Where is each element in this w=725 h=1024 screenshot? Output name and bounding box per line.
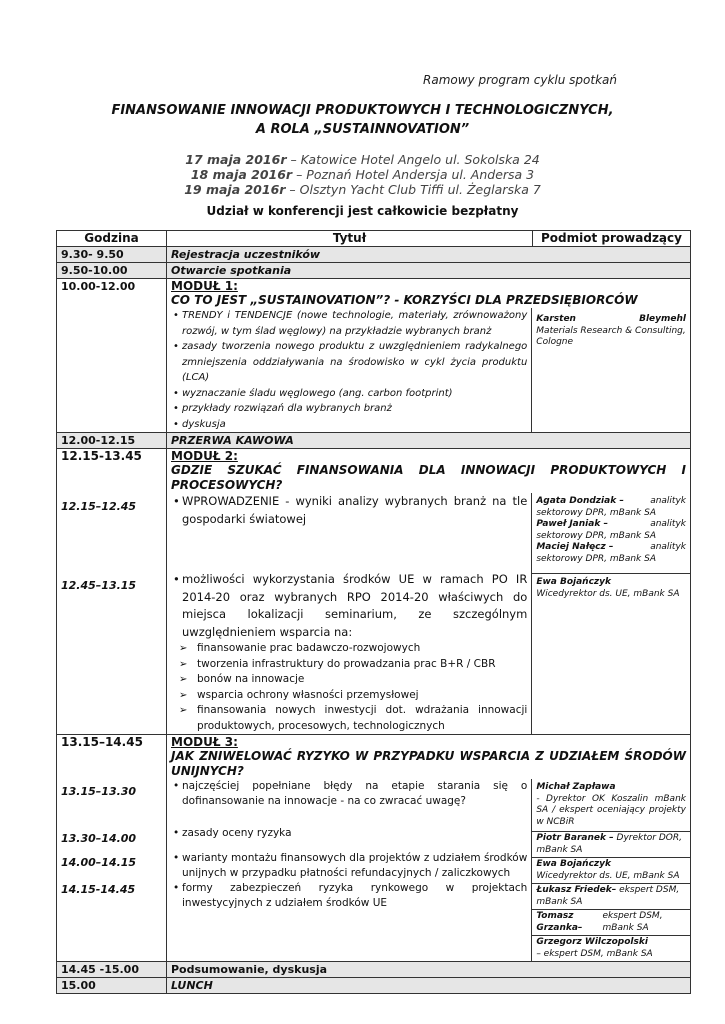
presenter-role: analityk bbox=[650, 519, 686, 529]
table-row-module-1 bbox=[57, 279, 691, 433]
module-title: GDZIE SZUKAĆ FINANSOWANIA DLA INNOWACJI PRODUKTOWYCH I PROCESOWYCH? bbox=[171, 463, 686, 492]
table-row bbox=[57, 978, 691, 994]
table-row bbox=[57, 263, 691, 279]
presenter-org: sektorowy DPR, mBank SA bbox=[536, 507, 656, 518]
sub-time: 12.15–12.45 bbox=[61, 500, 137, 513]
row-time: 14.45 -15.00 bbox=[57, 962, 167, 978]
presenter-org: sektorowy DPR, mBank SA bbox=[536, 553, 656, 564]
presenter-name: Karsten bbox=[536, 314, 576, 324]
list-item: • TRENDY i TENDENCJE (nowe technologie, materiały, zrównoważony rozwój, w tym ślad węglowy) na przykładzie wybranych branż bbox=[182, 308, 527, 339]
row-title: Otwarcie spotkania bbox=[167, 263, 691, 279]
presenter-org: Materials Research & Consulting, Cologne bbox=[536, 325, 686, 347]
document-title bbox=[0, 101, 725, 139]
presenter-role: analityk bbox=[650, 542, 686, 552]
module-1-topics bbox=[171, 308, 527, 432]
date-line: 17 maja 2016r – Katowice Hotel Angelo ul. Sokolska 24 bbox=[185, 152, 540, 167]
row-time: 10.00-12.00 bbox=[57, 279, 167, 433]
list-item: ➢ tworzenia infrastruktury do prowadzania prac B+R / CBR bbox=[197, 657, 527, 673]
table-row bbox=[57, 247, 691, 263]
table-row-module-3 bbox=[57, 735, 691, 962]
presenter-name: Grzegorz Wilczopolski bbox=[536, 937, 648, 947]
module-2-eu-funds bbox=[171, 571, 527, 641]
list-item: • wyznaczanie śladu węglowego (ang. carbon footprint) bbox=[182, 386, 527, 402]
list-item: • zasady oceny ryzyka bbox=[182, 826, 527, 841]
sub-time: 12.45–13.15 bbox=[61, 579, 137, 592]
sub-time: 14.00–14.15 bbox=[61, 856, 137, 869]
module-3-topics bbox=[171, 779, 527, 911]
table-row-module-2 bbox=[57, 449, 691, 735]
module-title: JAK ZNIWELOWAĆ RYZYKO W PRZYPADKU WSPARCIA Z UDZIAŁEM ŚRODÓW UNIJNYCH? bbox=[171, 749, 686, 778]
column-header-time: Godzina bbox=[57, 231, 167, 247]
date-line: 19 maja 2016r – Olsztyn Yacht Club Tiffi ul. Żeglarska 7 bbox=[184, 182, 541, 197]
list-item: • dyskusja bbox=[182, 417, 527, 433]
presenter-org: sektorowy DPR, mBank SA bbox=[536, 530, 656, 541]
module-2-support-areas bbox=[171, 641, 527, 734]
event-dates bbox=[0, 152, 725, 197]
row-time: 12.15-13.45 bbox=[61, 449, 142, 463]
module-title: CO TO JEST „SUSTAINOVATION”? - KORZYŚCI DLA PRZEDSIĘBIORCÓW bbox=[171, 293, 638, 307]
presenter-name: Łukasz Friedek– bbox=[536, 885, 617, 895]
module-label: MODUŁ 1: bbox=[171, 279, 238, 293]
row-title: Rejestracja uczestników bbox=[167, 247, 691, 263]
list-item: ➢ bonów na innowacje bbox=[197, 672, 527, 688]
title-line-2: A ROLA „SUSTAINNOVATION” bbox=[255, 122, 470, 137]
row-time: 13.15–14.45 bbox=[61, 735, 143, 749]
row-title: PRZERWA KAWOWA bbox=[167, 433, 691, 449]
list-item: • możliwości wykorzystania środków UE w ramach PO IR 2014-20 oraz wybranych RPO 2014-20 właściwych do miejsca lokalizacji seminarium, ze szczególnym uwzględnieniem wsparcia na: bbox=[182, 571, 527, 641]
presenter-name: Agata Dondziak – bbox=[536, 496, 624, 506]
table-row bbox=[57, 433, 691, 449]
list-item: ➢ finansowania nowych inwestycji dot. wdrażania innowacji produktowych, procesowych, technologicznych bbox=[197, 703, 527, 734]
presenter-org: Wicedyrektor ds. UE, mBank SA bbox=[536, 588, 680, 599]
row-time: 15.00 bbox=[57, 978, 167, 994]
module-2-intro bbox=[171, 493, 527, 528]
list-item: • najczęściej popełniane błędy na etapie starania się o dofinansowanie na innowacje - na co zwracać uwagę? bbox=[182, 779, 527, 809]
presenter-cell bbox=[532, 493, 690, 734]
sub-time: 14.15-14.45 bbox=[61, 883, 136, 896]
presenter-surname: Bleymehl bbox=[639, 314, 686, 324]
row-time: 9.30- 9.50 bbox=[57, 247, 167, 263]
agenda-table bbox=[56, 230, 691, 994]
free-participation-note: Udział w konferencji jest całkowicie bezpłatny bbox=[206, 204, 519, 218]
title-line-1: FINANSOWANIE INNOWACJI PRODUKTOWYCH I TECHNOLOGICZNYCH, bbox=[111, 103, 614, 118]
module-label: MODUŁ 3: bbox=[171, 735, 238, 749]
sub-time: 13.30–14.00 bbox=[61, 832, 137, 845]
presenter-role: Wicedyrektor ds. UE, mBank SA bbox=[536, 870, 680, 881]
list-item: • przykłady rozwiązań dla wybranych branż bbox=[182, 401, 527, 417]
presenter-name: Ewa Bojańczyk bbox=[536, 577, 612, 587]
presenter-name: Michał Zapława bbox=[536, 782, 616, 792]
list-item: ➢ finansowanie prac badawczo-rozwojowych bbox=[197, 641, 527, 657]
module-3-time-cell bbox=[57, 735, 167, 962]
presenter-role: – ekspert DSM, mBank SA bbox=[536, 948, 653, 959]
presenter-name: Tomasz Grzanka– bbox=[536, 911, 583, 933]
row-time: 9.50-10.00 bbox=[57, 263, 167, 279]
presenter-role: Dyrektor DOR, mBank SA bbox=[536, 833, 682, 855]
column-header-presenter: Podmiot prowadzący bbox=[533, 231, 691, 247]
list-item: • warianty montażu finansowych dla projektów z udziałem środków unijnych w przypadku płatności refundacyjnych / zaliczkowych bbox=[182, 851, 527, 881]
row-title: LUNCH bbox=[167, 978, 691, 994]
list-item: ➢ wsparcia ochrony własności przemysłowej bbox=[197, 688, 527, 704]
column-header-title: Tytuł bbox=[167, 231, 533, 247]
presenter-name: Maciej Nałęcz – bbox=[536, 542, 614, 552]
presenter-role: analityk bbox=[650, 496, 686, 506]
row-time: 12.00-12.15 bbox=[57, 433, 167, 449]
presenter-cell bbox=[532, 779, 690, 961]
list-item: • zasady tworzenia nowego produktu z uwzględnieniem radykalnego zmniejszenia oddziaływania na środowisko w cykl życia produktu (LCA) bbox=[182, 339, 527, 386]
module-2-time-cell bbox=[57, 449, 167, 735]
presenter-role: ekspert DSM, mBank SA bbox=[536, 885, 680, 907]
list-item: • WPROWADZENIE - wyniki analizy wybranych branż na tle gospodarki światowej bbox=[182, 493, 527, 528]
sub-time: 13.15–13.30 bbox=[61, 785, 137, 798]
presenter-cell bbox=[532, 308, 690, 432]
date-line: 18 maja 2016r – Poznań Hotel Andersja ul. Andersa 3 bbox=[190, 167, 535, 182]
row-title: Podsumowanie, dyskusja bbox=[167, 962, 691, 978]
presenter-name: Ewa Bojańczyk bbox=[536, 859, 612, 869]
table-header-row bbox=[57, 231, 691, 247]
presenter-role: ekspert DSM, mBank SA bbox=[602, 911, 663, 933]
list-item: • formy zabezpieczeń ryzyka rynkowego w projektach inwestycyjnych z udziałem środków UE bbox=[182, 881, 527, 911]
table-row bbox=[57, 962, 691, 978]
presenter-name: Piotr Baranek – bbox=[536, 833, 614, 843]
document-subtitle: Ramowy program cyklu spotkań bbox=[423, 73, 617, 87]
presenter-name: Paweł Janiak – bbox=[536, 519, 608, 529]
module-label: MODUŁ 2: bbox=[171, 449, 238, 463]
presenter-role: - Dyrektor OK Koszalin mBank SA / ekspert oceniający projekty w NCBiR bbox=[536, 793, 686, 827]
